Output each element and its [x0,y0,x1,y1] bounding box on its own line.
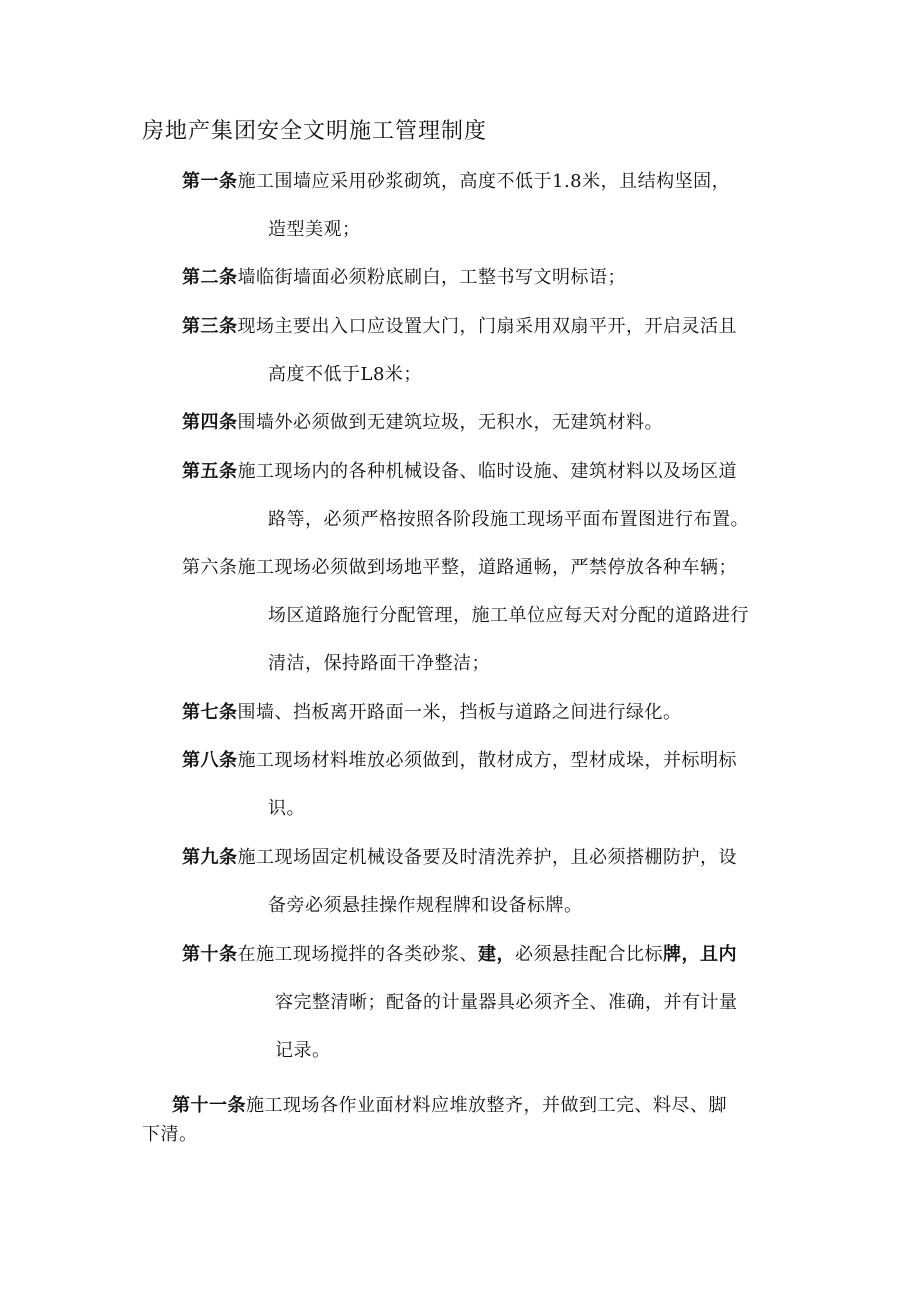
article-label: 第三条 [182,316,238,337]
article-1-cont: 造型美观； [268,219,361,240]
article-2 [182,266,626,290]
article-10-cont: 容完整清晰；配备的计量器具必须齐全、准确，并有计量 [275,992,738,1013]
article-text-bold: 建， [478,944,515,965]
article-text: 施工现场固定机械设备要及时清洗养护，且必须搭棚防护，设 [237,847,737,868]
article-text: 必须悬挂配合比标 [515,944,663,965]
article-label: 第一条 [182,171,238,192]
article-label: 第八条 [182,750,238,771]
article-5 [182,460,737,484]
document-title: 房地产集团安全文明施工管理制度 [142,119,488,144]
article-text: 施工现场各作业面材料应堆放整齐，并做到工完、料尽、脚 [246,1095,727,1116]
article-3-cont: 高度不低于L8米； [268,364,422,385]
article-11 [172,1094,727,1118]
article-3 [182,315,737,339]
article-label: 第十一条 [172,1095,246,1116]
article-10-cont: 记录。 [275,1040,331,1061]
article-text: 施工现场材料堆放必须做到，散材成方，型材成垛，并标明标 [237,750,737,771]
article-label: 第二条 [182,267,238,288]
article-5-cont: 路等，必须严格按照各阶段施工现场平面布置图进行布置。 [268,509,749,530]
article-6 [182,556,737,580]
article-text: 围墙、挡板离开路面一米，挡板与道路之间进行绿化。 [237,702,682,723]
article-10 [182,943,737,967]
article-text: 施工现场内的各种机械设备、临时设施、建筑材料以及场区道 [237,461,737,482]
article-label: 第五条 [182,461,238,482]
article-label: 第九条 [182,847,238,868]
article-label: 第六条 [182,557,238,578]
article-9 [182,846,737,870]
article-7 [182,701,682,725]
article-4 [182,411,663,435]
article-11-cont: 下清。 [142,1124,198,1145]
article-text: 墙临街墙面必须粉底刷白，工整书写文明标语； [237,267,626,288]
article-text: 现场主要出入口应设置大门，门扇采用双扇平开，开启灵活且 [237,316,737,337]
article-text-bold: 牌，且内 [663,944,737,965]
article-text: 施工现场必须做到场地平整，道路通畅，严禁停放各种车辆； [237,557,737,578]
article-1 [182,170,730,194]
article-9-cont: 备旁必须悬挂操作规程牌和设备标牌。 [268,895,583,916]
article-8-cont: 识。 [268,798,305,819]
article-label: 第十条 [182,944,238,965]
article-6-cont: 场区道路施行分配管理，施工单位应每天对分配的道路进行 [268,605,749,626]
article-6-cont: 清洁，保持路面干净整洁； [268,653,490,674]
article-label: 第七条 [182,702,238,723]
article-8 [182,749,737,773]
article-text: 施工围墙应采用砂浆砌筑，高度不低于1.8米，且结构坚固， [237,171,731,192]
article-text: 在施工现场搅拌的各类砂浆、 [237,944,478,965]
article-label: 第四条 [182,412,238,433]
article-text: 围墙外必须做到无建筑垃圾，无积水，无建筑材料。 [237,412,663,433]
